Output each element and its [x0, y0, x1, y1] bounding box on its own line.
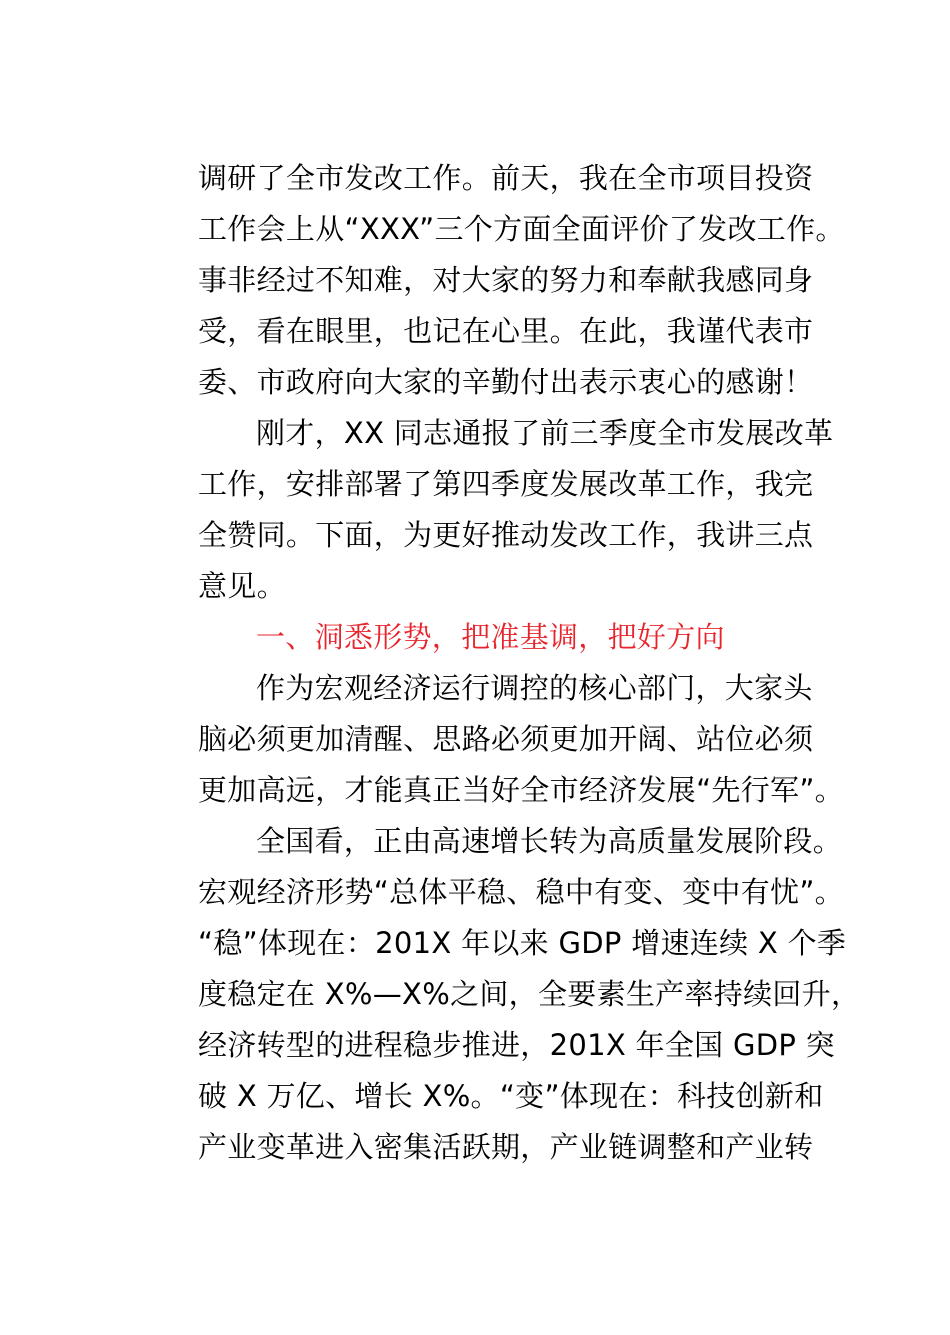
text-line: 经济转型的进程稳步推进，201X 年全国 GDP 突 — [198, 1028, 835, 1062]
text-line: 委、市政府向大家的辛勤付出表示衷心的感谢！ — [198, 365, 814, 399]
text-line: 意见。 — [198, 569, 286, 603]
text-line: 工作会上从“XXX”三个方面全面评价了发改工作。 — [198, 212, 845, 246]
text-line: 事非经过不知难，对大家的努力和奉献我感同身 — [198, 263, 814, 297]
text-line: 工作，安排部署了第四季度发展改革工作，我完 — [198, 467, 814, 501]
text-line: “稳”体现在：201X 年以来 GDP 增速连续 X 个季 — [198, 926, 847, 960]
text-line: 调研了全市发改工作。前天，我在全市项目投资 — [198, 161, 814, 195]
text-line: 破 X 万亿、增长 X%。“变”体现在：科技创新和 — [198, 1079, 824, 1113]
paragraph-start-line: 刚才，XX 同志通报了前三季度全市发展改革 — [256, 416, 834, 450]
text-line: 受，看在眼里，也记在心里。在此，我谨代表市 — [198, 314, 814, 348]
paragraph-start-line: 作为宏观经济运行调控的核心部门，大家头 — [256, 671, 813, 705]
text-line: 全赞同。下面，为更好推动发改工作，我讲三点 — [198, 518, 814, 552]
text-line: 更加高远，才能真正当好全市经济发展“先行军”。 — [198, 773, 844, 807]
section-heading: 一、洞悉形势，把准基调，把好方向 — [256, 620, 725, 654]
text-line: 宏观经济形势“总体平稳、稳中有变、变中有忧”。 — [198, 875, 844, 909]
text-line: 产业变革进入密集活跃期，产业链调整和产业转 — [198, 1130, 814, 1164]
text-line: 度稳定在 X%—X%之间，全要素生产率持续回升， — [198, 977, 861, 1011]
paragraph-start-line: 全国看，正由高速增长转为高质量发展阶段。 — [256, 824, 843, 858]
text-line: 脑必须更加清醒、思路必须更加开阔、站位必须 — [198, 722, 814, 756]
